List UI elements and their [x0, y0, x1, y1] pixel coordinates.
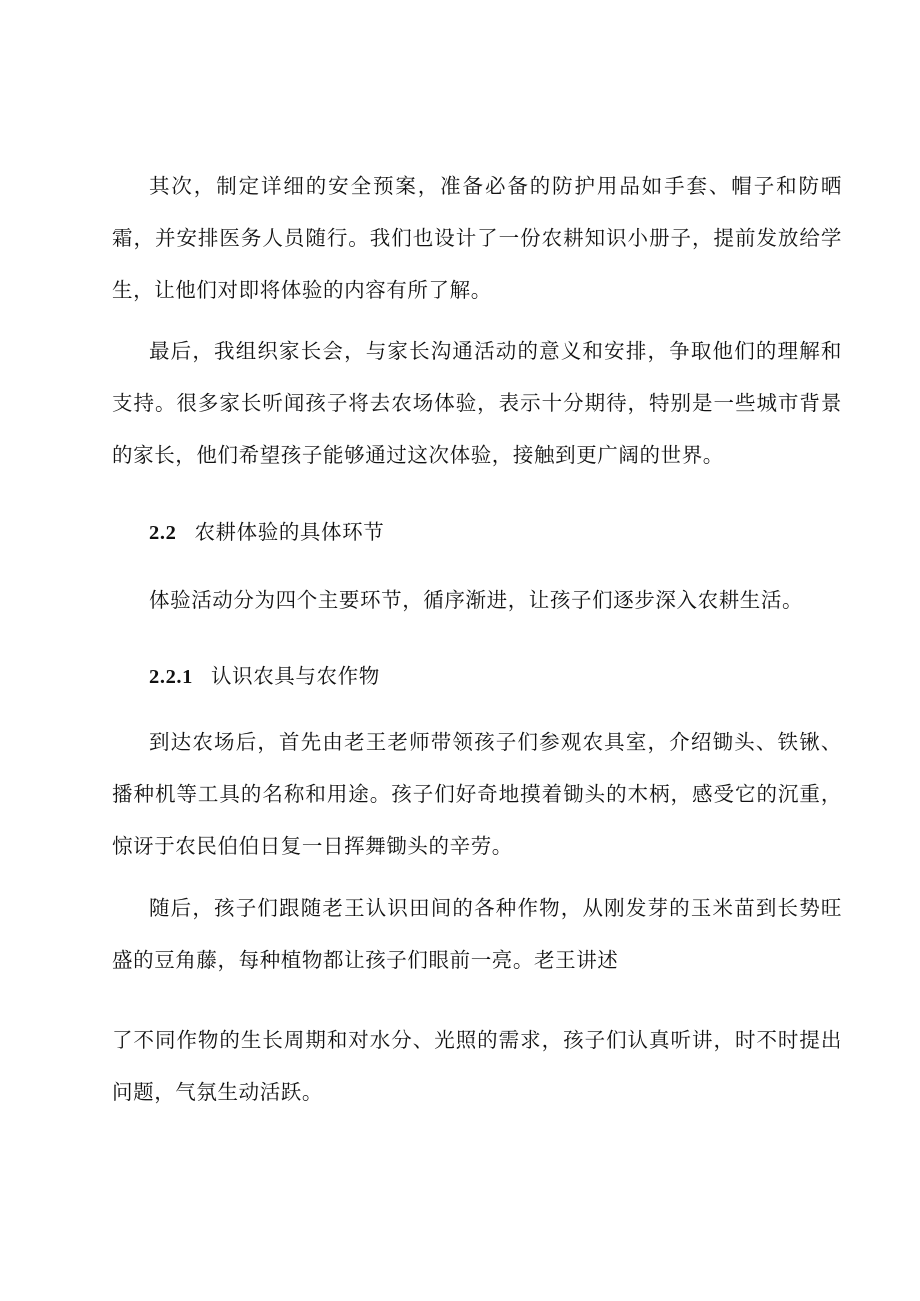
section-number: 2.2.1 [149, 666, 193, 688]
paragraph-crops: 随后，孩子们跟随老王认识田间的各种作物，从刚发芽的玉米苗到长势旺盛的豆角藤，每种植物都让孩子们眼前一亮。老王讲述 [112, 896, 842, 972]
section-heading-2-2-1 [149, 661, 380, 692]
paragraph-crops-continued: 了不同作物的生长周期和对水分、光照的需求，孩子们认真听讲，时不时提出问题，气氛生动活跃。 [112, 1028, 842, 1104]
section-title: 认识农具与农作物 [211, 664, 380, 688]
paragraph-safety-plan: 其次，制定详细的安全预案，准备必备的防护用品如手套、帽子和防晒霜，并安排医务人员随行。我们也设计了一份农耕知识小册子，提前发放给学生，让他们对即将体验的内容有所了解。 [112, 174, 842, 302]
paragraph-parent-meeting: 最后，我组织家长会，与家长沟通活动的意义和安排，争取他们的理解和支持。很多家长听闻孩子将去农场体验，表示十分期待，特别是一些城市背景的家长，他们希望孩子能够通过这次体验，接触到更广阔的世界。 [112, 339, 842, 467]
paragraph-farm-tools: 到达农场后，首先由老王老师带领孩子们参观农具室，介绍锄头、铁锹、播种机等工具的名称和用途。孩子们好奇地摸着锄头的木柄，感受它的沉重，惊讶于农民伯伯日复一日挥舞锄头的辛劳。 [112, 730, 842, 858]
section-number: 2.2 [149, 522, 177, 544]
section-title: 农耕体验的具体环节 [194, 520, 385, 544]
paragraph-four-stages: 体验活动分为四个主要环节，循序渐进，让孩子们逐步深入农耕生活。 [149, 588, 804, 612]
section-heading-2-2 [149, 517, 384, 548]
